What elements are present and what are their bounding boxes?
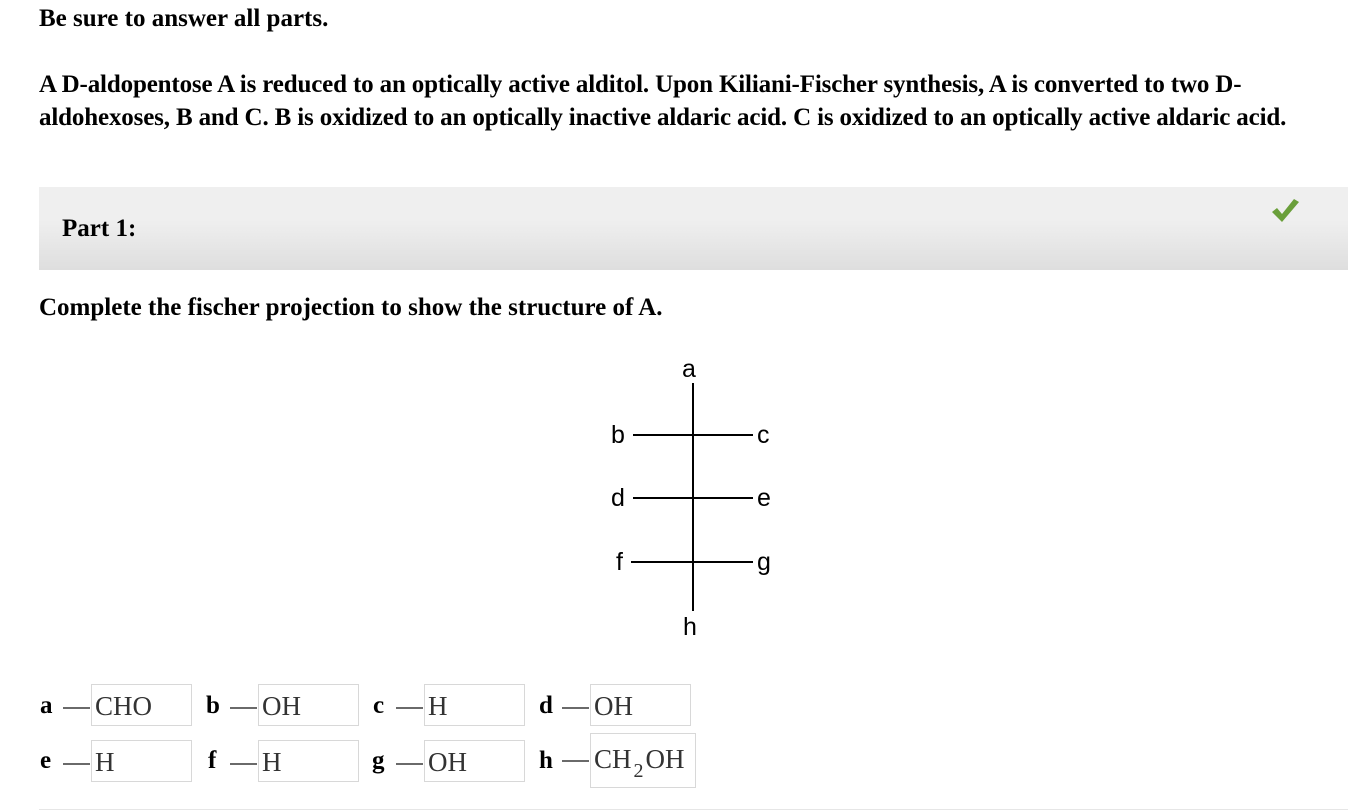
answer-label-f: f <box>208 747 217 774</box>
bond-dash-g <box>396 763 423 765</box>
prompt-text: Complete the fischer projection to show the structure of A. <box>39 294 663 321</box>
answer-h-tail: OH <box>645 744 685 774</box>
fischer-label-e: e <box>757 484 771 512</box>
fischer-label-a: a <box>682 355 696 383</box>
fischer-label-b: b <box>611 421 625 449</box>
bond-dash-b <box>230 707 257 709</box>
fischer-label-c: c <box>757 421 770 449</box>
answer-h-subscript: 2 <box>633 760 644 782</box>
answer-h-main: CH <box>594 744 632 774</box>
bond-dash-a <box>63 707 90 709</box>
bond-dash-h <box>562 760 589 762</box>
answer-box-c[interactable]: H <box>424 684 525 726</box>
fischer-label-g: g <box>757 548 771 576</box>
answer-box-f[interactable]: H <box>258 740 359 782</box>
fischer-label-f: f <box>616 548 623 576</box>
bond-dash-c <box>396 707 423 709</box>
answer-box-a[interactable]: CHO <box>91 684 192 726</box>
fischer-label-d: d <box>611 484 625 512</box>
part-header <box>39 187 1348 270</box>
answer-box-h[interactable] <box>590 733 696 788</box>
answer-box-g[interactable]: OH <box>424 740 525 782</box>
answer-label-g: g <box>372 747 385 774</box>
fischer-label-h: h <box>683 613 697 641</box>
bottom-divider <box>39 809 1348 810</box>
fischer-bond-row-3 <box>631 561 753 563</box>
question-text: A D-aldopentose A is reduced to an optically active alditol. Upon Kiliani-Fischer synthesis, A is converted to two D-aldohexoses, B and C. B is oxidized to an optically inactive aldaric acid. C is oxidized to an optically active aldaric acid. <box>39 71 1287 131</box>
fischer-projection <box>600 350 800 650</box>
bond-dash-e <box>63 763 90 765</box>
answer-box-e[interactable]: H <box>91 740 192 782</box>
answer-box-b[interactable]: OH <box>258 684 359 726</box>
answer-label-e: e <box>40 747 52 774</box>
bond-dash-d <box>562 707 589 709</box>
answer-label-b: b <box>206 692 220 719</box>
fischer-bond-row-1 <box>633 434 753 436</box>
checkmark-icon <box>1271 197 1301 223</box>
answer-label-h: h <box>539 747 553 774</box>
bond-dash-f <box>230 763 257 765</box>
answer-label-a: a <box>40 692 53 719</box>
fischer-bond-row-2 <box>633 497 753 499</box>
answer-label-c: c <box>373 692 385 719</box>
instruction-text: Be sure to answer all parts. <box>39 5 329 32</box>
answer-label-d: d <box>539 692 553 719</box>
answer-box-d[interactable]: OH <box>590 684 691 726</box>
part-title: Part 1: <box>62 215 137 242</box>
